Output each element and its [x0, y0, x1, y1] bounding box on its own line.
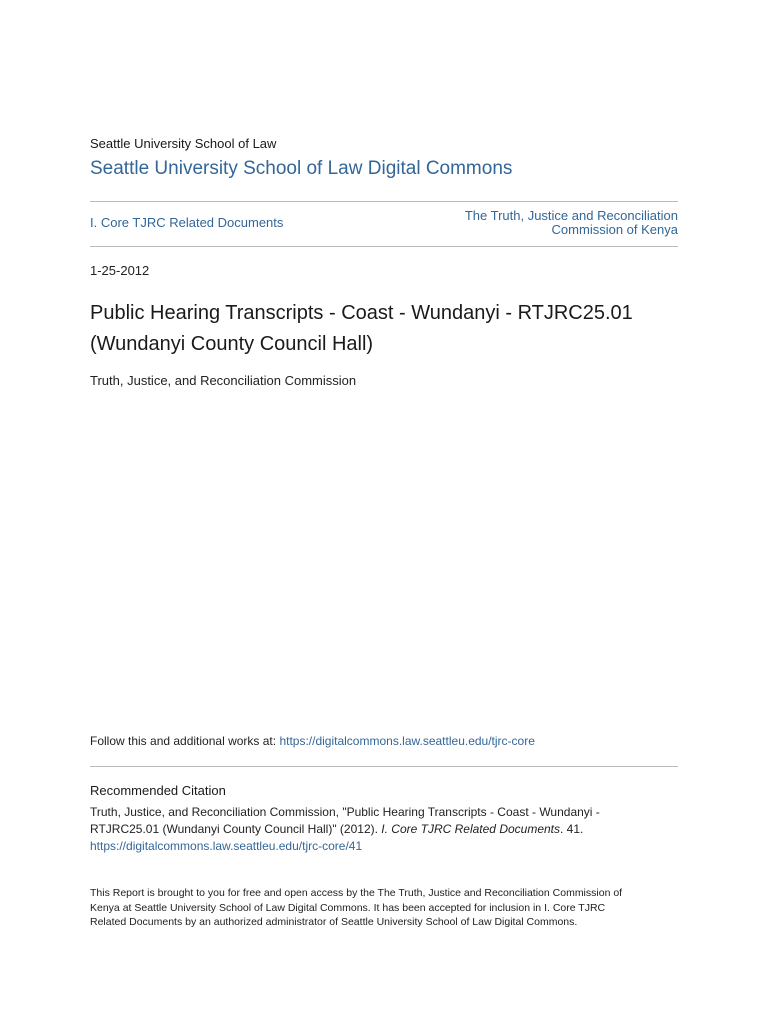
follow-link[interactable]: https://digitalcommons.law.seattleu.edu/tjrc-core: [279, 734, 535, 748]
document-date: 1-25-2012: [90, 263, 150, 278]
notice-line2: Kenya at Seattle University School of Law Digital Commons. It has been accepted for inclusion in I. Core TJRC: [90, 901, 606, 914]
divider-citation: [90, 766, 678, 767]
document-title-line2: (Wundanyi County Council Hall): [90, 333, 374, 355]
document-title-line1: Public Hearing Transcripts - Coast - Wundanyi - RTJRC25.01: [90, 302, 633, 324]
notice-line3: Related Documents by an authorized administrator of Seattle University School of Law Digital Commons.: [90, 916, 578, 928]
access-notice: [90, 886, 678, 930]
document-title: [90, 298, 678, 360]
citation-link[interactable]: https://digitalcommons.law.seattleu.edu/tjrc-core/41: [90, 839, 363, 853]
citation-number: . 41.: [560, 822, 584, 836]
follow-line: [90, 734, 535, 748]
divider-top: [90, 201, 678, 202]
parent-collection-link[interactable]: [418, 209, 678, 237]
document-author: Truth, Justice, and Reconciliation Commission: [90, 373, 357, 388]
follow-prefix: Follow this and additional works at:: [90, 734, 280, 748]
citation-line2: RTJRC25.01 (Wundanyi County Council Hall)" (2012).: [90, 822, 382, 836]
notice-line1: This Report is brought to you for free and open access by the The Truth, Justice and Reconciliation Commission of: [90, 887, 623, 899]
parent-collection-line1: The Truth, Justice and Reconciliation: [464, 208, 678, 223]
repository-link[interactable]: Seattle University School of Law Digital Commons: [90, 158, 513, 179]
divider-breadcrumb: [90, 246, 678, 247]
citation-heading: Recommended Citation: [90, 783, 226, 798]
citation-text: [90, 804, 678, 855]
institution-name: Seattle University School of Law: [90, 136, 277, 151]
collection-link[interactable]: I. Core TJRC Related Documents: [90, 215, 284, 230]
citation-series: I. Core TJRC Related Documents: [381, 822, 561, 836]
parent-collection-line2: Commission of Kenya: [551, 222, 678, 237]
cover-page: [90, 0, 678, 1024]
citation-line1: Truth, Justice, and Reconciliation Commission, "Public Hearing Transcripts - Coast - Wundanyi -: [90, 805, 600, 819]
